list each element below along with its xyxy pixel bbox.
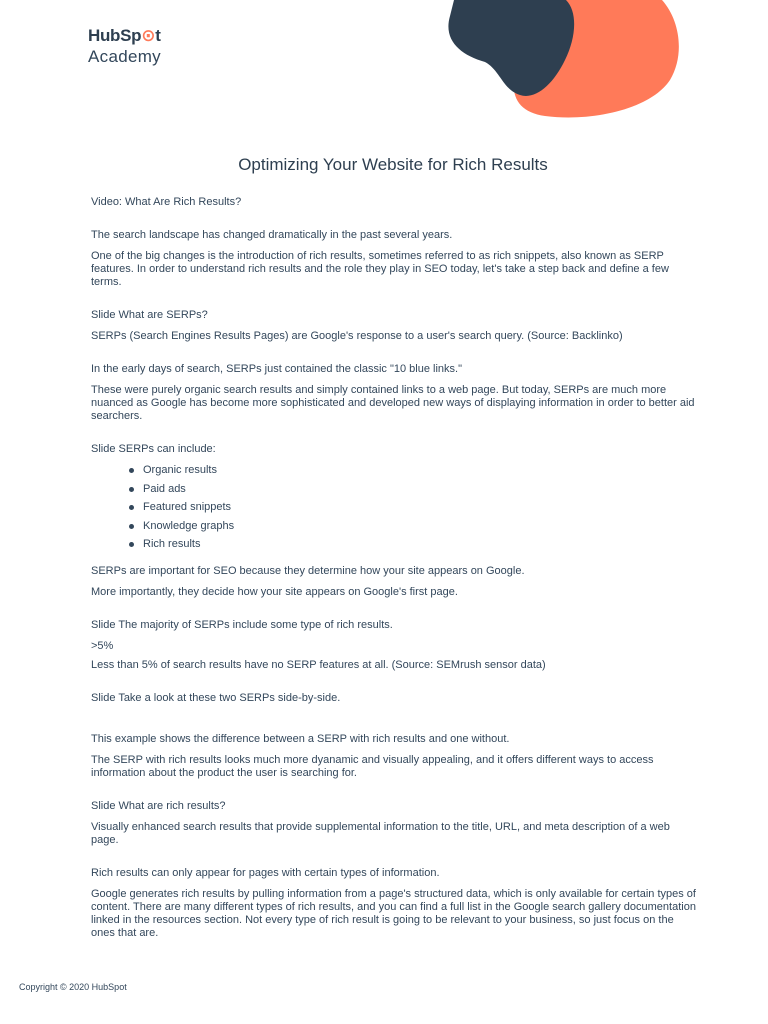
paragraph: This example shows the difference between a SERP with rich results and one without.: [91, 733, 510, 746]
paragraph: Slide What are SERPs?: [91, 309, 208, 321]
list-item: Rich results: [91, 538, 699, 551]
academy-label: Academy: [88, 47, 161, 66]
paragraph: Visually enhanced search results that provide supplemental information to the title, URL, and meta description of a web page.: [91, 821, 670, 847]
hubspot-wordmark: HubSp⊙t: [88, 26, 161, 45]
paragraph: The search landscape has changed dramatically in the past several years.: [91, 229, 453, 241]
paragraph: Less than 5% of search results have no SERP features at all. (Source: SEMrush sensor data): [91, 659, 546, 672]
paragraph: Slide SERPs can include:: [91, 443, 216, 455]
copyright-footer: Copyright © 2020 HubSpot: [19, 982, 127, 992]
paragraph: More importantly, they decide how your site appears on Google's first page.: [91, 586, 458, 599]
list-item: Featured snippets: [91, 501, 699, 514]
paragraph: >5%: [91, 640, 114, 653]
page-title: Optimizing Your Website for Rich Results: [238, 155, 548, 174]
paragraph: Slide What are rich results?: [91, 800, 226, 813]
paragraph: Video: What Are Rich Results?: [91, 196, 242, 208]
sprocket-o-icon: ⊙: [141, 26, 156, 45]
hubspot-academy-logo: [88, 26, 161, 67]
document-body: [91, 196, 699, 940]
serp-features-list: [91, 464, 699, 551]
paragraph: One of the big changes is the introduction of rich results, sometimes referred to as rich snippets, also known as SERP features. In order to understand rich results and the role they play in SEO today, let's take a step back and define a few terms.: [91, 250, 669, 288]
paragraph: SERPs are important for SEO because they determine how your site appears on Google.: [91, 565, 525, 578]
paragraph: These were purely organic search results and simply contained links to a web page. But today, SERPs are much more nuanced as Google has become more sophisticated and developed new ways of displaying information in order to better aid searchers.: [91, 384, 695, 422]
paragraph: In the early days of search, SERPs just contained the classic "10 blue links.": [91, 363, 462, 375]
list-item: Paid ads: [91, 483, 699, 496]
paragraph: Slide Take a look at these two SERPs side-by-side.: [91, 692, 341, 705]
paragraph: SERPs (Search Engines Results Pages) are Google's response to a user's search query. (Source: Backlinko): [91, 330, 623, 342]
paragraph: Slide The majority of SERPs include some type of rich results.: [91, 619, 393, 632]
list-item: Organic results: [91, 464, 699, 477]
paragraph: Rich results can only appear for pages with certain types of information.: [91, 867, 440, 880]
list-item: Knowledge graphs: [91, 520, 699, 533]
decorative-blob-graphic: [440, 0, 685, 125]
paragraph: Google generates rich results by pulling information from a page's structured data, which is only available for certain types of content. There are many different types of rich results, and you can find a full list in the Google search gallery documentation linked in the resources section. Not every type of rich result is going to be relevant to your business, so just focus on the ones that are.: [91, 888, 696, 940]
paragraph: The SERP with rich results looks much more dyanamic and visually appealing, and it offers different ways to access information about the product the user is searching for.: [91, 754, 654, 780]
